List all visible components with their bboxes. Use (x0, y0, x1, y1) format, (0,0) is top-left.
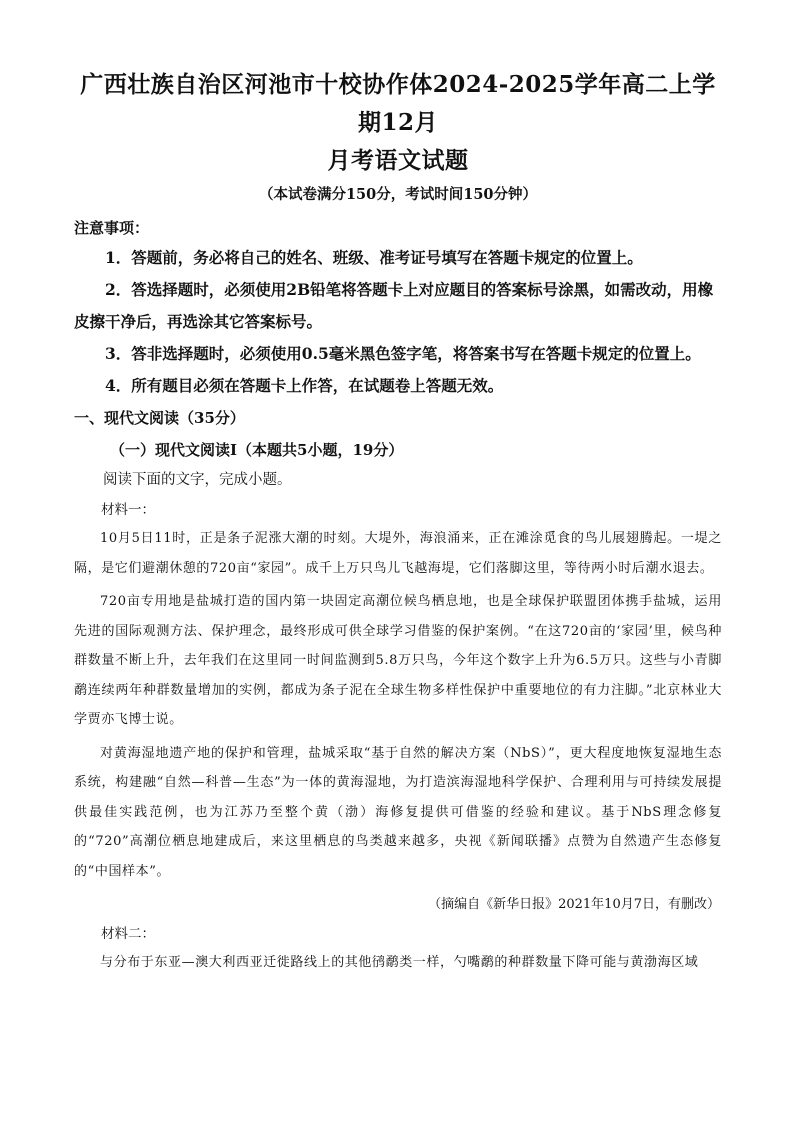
notice-heading: 注意事项： (74, 219, 150, 237)
exam-title-line2: 月考语文试题 (327, 147, 469, 174)
material2-label: 材料二： (101, 926, 155, 942)
material1-source: （摘编自《新华日报》2021年10月7日，有删改） (428, 897, 720, 912)
material1-paragraph-1: 10月5日11时，正是条子泥涨大潮的时刻。大堤外，海浪涌来，正在滩涂觅食的鸟儿展翅腾起。一堤之隔，是它们避潮休憩的720亩“家园”。成千上万只鸟儿飞越海堤，它们落脚这里，等待两小时后潮水退去。 (74, 531, 722, 576)
material1-label: 材料一： (101, 502, 155, 518)
reading-instruction: 阅读下面的文字，完成小题。 (103, 472, 292, 488)
subsection-heading: （一）现代文阅读Ⅰ（本题共5小题，19分） (110, 441, 404, 459)
material1-paragraph-3: 对黄海湿地遗产地的保护和管理，盐城采取“基于自然的解决方案（NbS）”，更大程度地恢复湿地生态系统，构建融“自然—科普—生态”为一体的黄海湿地，为打造滨海湿地科学保护、合理利用与可持续发展提供最佳实践范例，也为江苏乃至整个黄（渤）海修复提供可借鉴的经验和建议。基于NbS理念修复的“720”高潮位栖息地建成后，来这里栖息的鸟类越来越多，央视《新闻联播》点赞为自然遗产生态修复的“中国样本”。 (74, 745, 722, 879)
notice-item-1: 1．答题前，务必将自己的姓名、班级、准考证号填写在答题卡规定的位置上。 (105, 248, 643, 267)
notice-item-2: 2．答选择题时，必须使用2B铅笔将答题卡上对应题目的答案标号涂黑，如需改动，用橡皮擦干净后，再选涂其它答案标号。 (74, 280, 714, 331)
material2-paragraph-1: 与分布于东亚—澳大利西亚迁徙路线上的其他鸻鹬类一样，勺嘴鹬的种群数量下降可能与黄渤海区域 (100, 955, 699, 970)
material1-paragraph-2: 720亩专用地是盐城打造的国内第一块固定高潮位候鸟栖息地，也是全球保护联盟团体携手盐城，运用先进的国际观测方法、保护理念，最终形成可供全球学习借鉴的保护案例。“在这720亩的‘家园’里，候鸟种群数量不断上升，去年我们在这里同一时间监测到5.8万只鸟，今年这个数字上升为6.5万只。这些与小青脚鹬连续两年种群数量增加的实例，都成为条子泥在全球生物多样性保护中重要地位的有力注脚。”北京林业大学贾亦飞博士说。 (74, 594, 722, 727)
section-heading: 一、现代文阅读（35分） (74, 409, 245, 427)
notice-item-3: 3．答非选择题时，必须使用0.5毫米黑色签字笔，将答案书写在答题卡规定的位置上。 (105, 344, 701, 363)
exam-subtitle: （本试卷满分150分，考试时间150分钟） (258, 186, 538, 203)
exam-title-line1: 广西壮族自治区河池市十校协作体2024-2025学年高二上学期12月 (80, 71, 716, 136)
notice-item-4: 4．所有题目必须在答题卡上作答，在试题卷上答题无效。 (105, 376, 504, 395)
